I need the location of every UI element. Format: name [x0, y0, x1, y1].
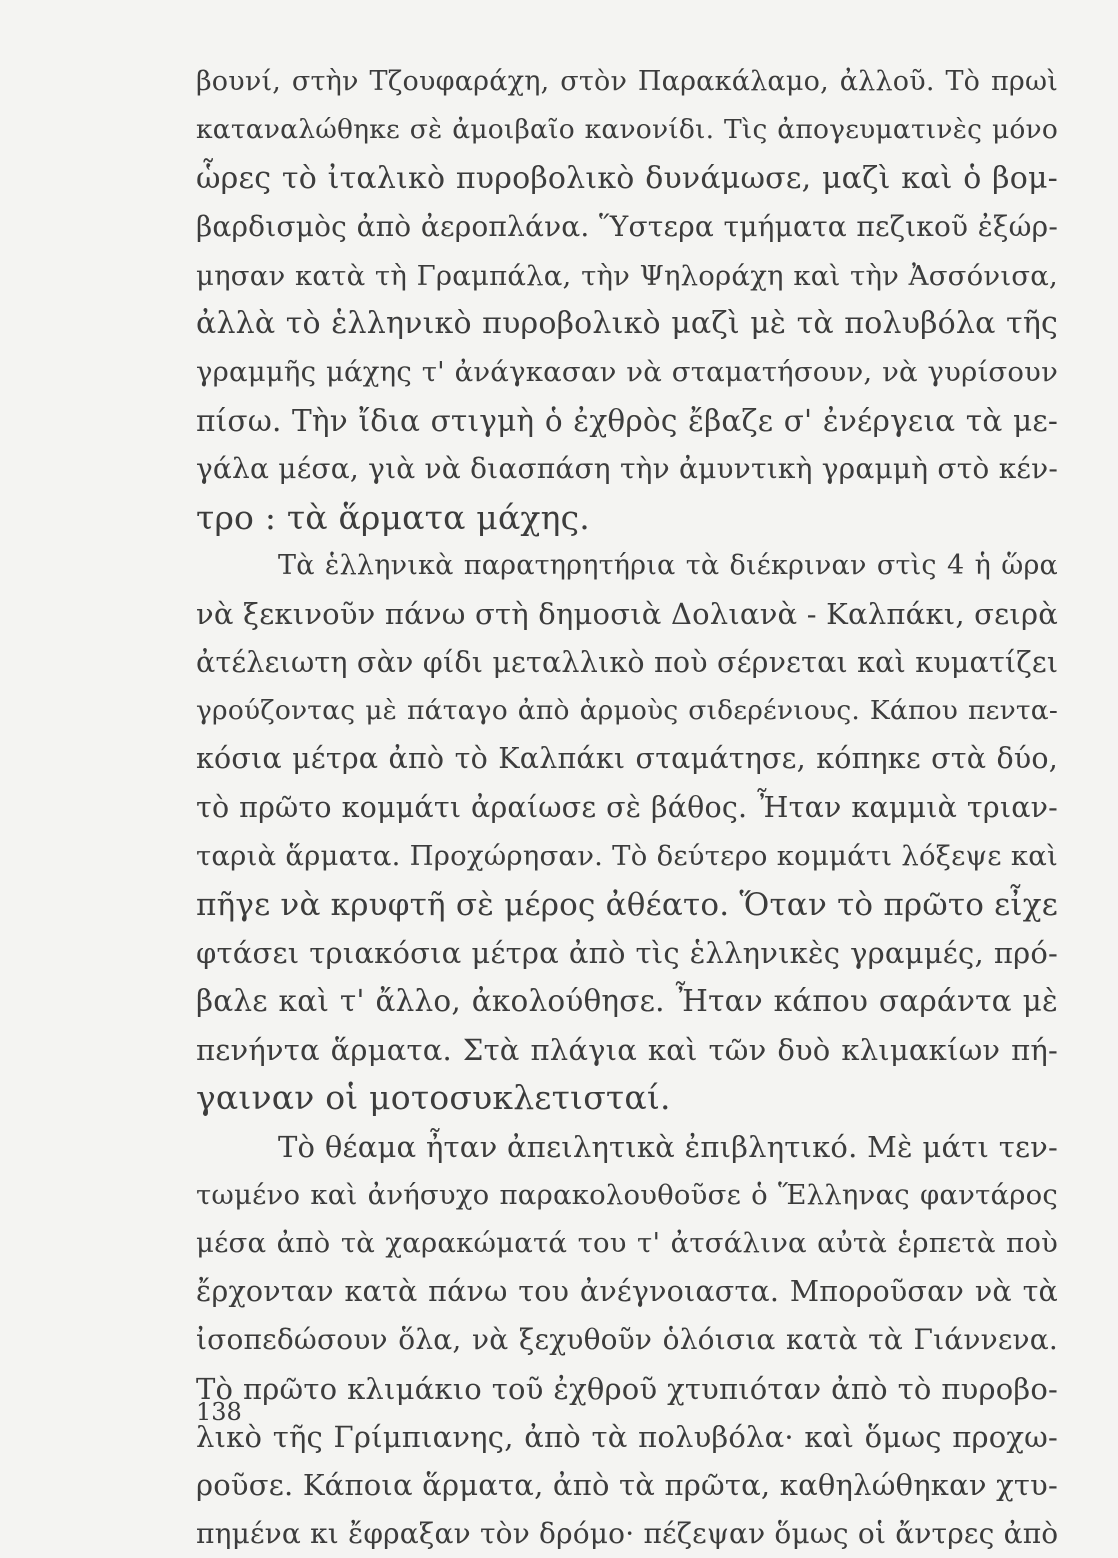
text-line: ἰσοπεδώσουν ὅλα, νὰ ξεχυθοῦν ὁλόισια κατὰ τὰ Γιάννενα.: [196, 1323, 1058, 1357]
page-number: 138: [196, 1398, 242, 1426]
text-line: Τὸ θέαμα ἦταν ἀπειλητικὰ ἐπιβλητικό. Μὲ μάτι τεν-: [278, 1129, 1058, 1164]
text-line: ὧρες τὸ ἰταλικὸ πυροβολικὸ δυνάμωσε, μαζὶ καὶ ὁ βομ-: [196, 160, 1058, 196]
text-line: πίσω. Τὴν ἴδια στιγμὴ ὁ ἐχθρὸς ἔβαζε σ' ἐνέργεια τὰ με-: [196, 403, 1058, 438]
body-text: [196, 58, 1058, 1558]
text-line: ἀλλὰ τὸ ἑλληνικὸ πυροβολικὸ μαζὶ μὲ τὰ πολυβόλα τῆς: [196, 305, 1058, 341]
text-line: πενήντα ἅρματα. Στὰ πλάγια καὶ τῶν δυὸ κλιμακίων πή-: [196, 1032, 1058, 1067]
text-line: μησαν κατὰ τὴ Γραμπάλα, τὴν Ψηλοράχη καὶ τὴν Ἀσσόνισα,: [196, 259, 1058, 292]
text-line: γαιναν οἱ μοτοσυκλετισταί.: [196, 1078, 671, 1118]
text-line: φτάσει τριακόσια μέτρα ἀπὸ τὶς ἑλληνικὲς γραμμές, πρό-: [196, 936, 1058, 971]
text-line: πῆγε νὰ κρυφτῆ σὲ μέρος ἀθέατο. Ὅταν τὸ πρῶτο εἶχε: [196, 886, 1058, 923]
text-line: ταριὰ ἅρματα. Προχώρησαν. Τὸ δεύτερο κομμάτι λόξεψε καὶ: [196, 840, 1058, 873]
text-line: τωμένο καὶ ἀνήσυχο παρακολουθοῦσε ὁ Ἕλληνας φαντάρος: [196, 1178, 1058, 1211]
text-line: βαλε καὶ τ' ἄλλο, ἀκολούθησε. Ἦταν κάπου σαράντα μὲ: [196, 984, 1058, 1019]
text-line: πημένα κι ἔφραξαν τὸν δρόμο· πέζεψαν ὅμως οἱ ἄντρες ἀπὸ: [196, 1516, 1059, 1550]
text-line: νὰ ξεκινοῦν πάνω στὴ δημοσιὰ Δολιανὰ - Καλπάκι, σειρὰ: [196, 597, 1058, 632]
text-line: ροῦσε. Κάποια ἅρματα, ἀπὸ τὰ πρῶτα, καθηλώθηκαν χτυ-: [196, 1468, 1058, 1503]
text-line: γάλα μέσα, γιὰ νὰ διασπάση τὴν ἀμυντικὴ γραμμὴ στὸ κέν-: [196, 452, 1058, 486]
text-line: Τὸ πρῶτο κλιμάκιο τοῦ ἐχθροῦ χτυπιόταν ἀπὸ τὸ πυροβο-: [196, 1371, 1058, 1406]
text-line: λικὸ τῆς Γρίμπιανης, ἀπὸ τὰ πολυβόλα· καὶ ὅμως προχω-: [196, 1419, 1058, 1454]
text-line: γρούζοντας μὲ πάταγο ἀπὸ ἁρμοὺς σιδερένιους. Κάπου πεντα-: [196, 695, 1058, 727]
paragraph: [196, 1123, 1058, 1558]
text-line: ἀτέλειωτη σὰν φίδι μεταλλικὸ ποὺ σέρνεται καὶ κυματίζει: [196, 645, 1059, 679]
text-line: Τὰ ἑλληνικὰ παρατηρητήρια τὰ διέκριναν στὶς 4 ἡ ὥρα: [278, 549, 1058, 581]
text-line: βουνί, στὴν Τζουφαράχη, στὸν Παρακάλαμο, ἀλλοῦ. Τὸ πρωὶ: [196, 66, 1058, 97]
text-line: βαρδισμὸς ἀπὸ ἀεροπλάνα. Ὕστερα τμήματα πεζικοῦ ἐξώρ-: [196, 210, 1058, 244]
text-line: γραμμῆς μάχης τ' ἀνάγκασαν νὰ σταματήσουν, νὰ γυρίσουν: [196, 356, 1058, 389]
text-line: ἔρχονταν κατὰ πάνω του ἀνέγνοιαστα. Μποροῦσαν νὰ τὰ: [196, 1274, 1058, 1308]
text-line: μέσα ἀπὸ τὰ χαρακώματά του τ' ἀτσάλινα αὐτὰ ἑρπετὰ ποὺ: [196, 1227, 1058, 1260]
paragraph: [196, 542, 1058, 1123]
paragraph: [196, 58, 1058, 542]
text-line: κόσια μέτρα ἀπὸ τὸ Καλπάκι σταμάτησε, κόπηκε στὰ δύο,: [196, 742, 1058, 776]
text-line: καταναλώθηκε σὲ ἀμοιβαῖο κανονίδι. Τὶς ἀπογευματινὲς μόνο: [196, 114, 1058, 146]
text-line: τὸ πρῶτο κομμάτι ἀραίωσε σὲ βάθος. Ἦταν καμμιὰ τριαν-: [196, 790, 1058, 824]
text-line: τρο : τὰ ἅρματα μάχης.: [196, 497, 590, 537]
